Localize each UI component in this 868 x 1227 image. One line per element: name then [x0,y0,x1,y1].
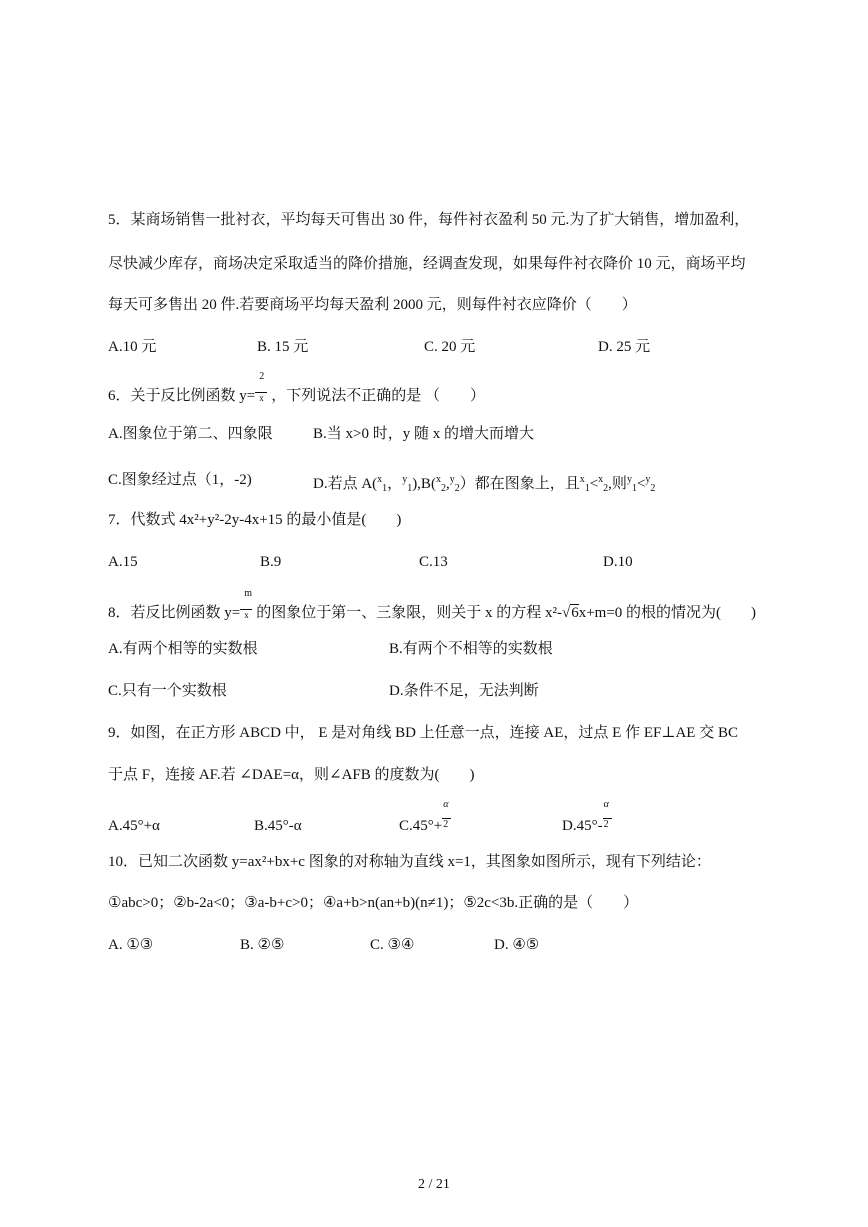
q5-option-b: B. 15 元 [257,339,309,355]
q9-option-d-text: D.45°- [562,818,603,834]
q9-option-c-text: C.45°+ [399,818,443,834]
q8-option-b: B.有两个不相等的实数根 [389,641,553,657]
page-number: 2 / 21 [418,1177,450,1192]
q6-stem [108,370,485,407]
q7-option-c: C.13 [419,554,448,570]
q6-d-y3: y [626,474,632,485]
q10-option-b: B. ②⑤ [240,937,285,953]
q8-stem [108,587,757,624]
q9-option-d [562,798,613,837]
q6-d-y4: y [645,474,651,485]
q6-d-sub-4: 2 [454,483,460,494]
q6-d-text-7: ,则 [608,476,627,492]
q8-frac-denominator: x [244,609,249,620]
q6-stem-suffix: ，下列说法不正确的是 （ ） [271,388,485,404]
q6-d-text-4: , [445,476,450,492]
q9-option-b: B.45°-α [254,818,302,834]
q6-d-y1: y [402,474,408,485]
q9-c-frac-num: α [443,798,449,810]
q6-option-a: A.图象位于第二、四象限 [108,426,273,442]
q6-option-b: B.当 x>0 时，y 随 x 的增大而增大 [313,426,534,442]
q8-fraction [240,587,256,624]
q7-stem: 7．代数式 4x²+y²-2y-4x+15 的最小值是( ) [108,512,402,528]
q6-d-x4: x [598,474,604,485]
q5-line-1: 5．某商场销售一批衬衣，平均每天可售出 30 件，每件衬衣盈利 50 元.为了扩大销售，增加盈利， [108,212,750,228]
q5-line-2: 尽快减少库存，商场决定采取适当的降价措施，经调查发现，如果每件衬衣降价 10 元，商场平均 [108,256,746,272]
q6-fraction [255,370,271,407]
q6-d-text-1: D.若点 A( [313,476,378,492]
q6-d-x3: x [579,474,585,485]
q6-d-sub-8: 2 [650,483,656,494]
q8-frac-numerator: m [244,587,252,599]
q9-line-2: 于点 F，连接 AF.若 ∠DAE=α，则∠AFB 的度数为( ) [108,767,475,783]
q9-d-fraction [603,798,613,837]
q8-stem-suffix: x+m=0 的根的情况为( ) [578,605,757,621]
q6-d-sub-2: 1 [407,483,413,494]
q6-d-sub-5: 1 [584,483,590,494]
q10-option-a: A. ①③ [108,937,154,953]
q10-option-d: D. ④⑤ [494,937,540,953]
q6-d-text-5: ）都在图象上，且 [459,476,580,492]
q9-d-frac-den: 2 [603,818,609,830]
q9-option-a: A.45°+α [108,818,160,834]
q6-d-sub-1: 1 [382,483,388,494]
q6-d-text-3: ),B( [412,476,436,492]
q5-option-a: A.10 元 [108,339,157,355]
q8-stem-prefix: 8．若反比例函数 y= [108,605,241,621]
q9-c-fraction [442,798,452,837]
q8-sqrt-value: 6 [571,605,579,621]
q9-line-1: 9．如图，在正方形 ABCD 中， E 是对角线 BD 上任意一点，连接 AE，过点 E 作 EF⊥AE 交 BC [108,725,738,741]
q5-option-d: D. 25 元 [598,339,651,355]
q6-d-sub-3: 2 [440,483,446,494]
q10-line-2: ①abc>0；②b-2a<0；③a-b+c>0；④a+b>n(an+b)(n≠1)；⑤2c<3b.正确的是（ ） [108,895,639,911]
q6-stem-prefix: 6．关于反比例函数 y= [108,388,256,404]
q6-d-text-8: < [636,476,646,492]
sqrt-symbol: √ [561,605,571,621]
q9-d-frac-num: α [603,798,609,810]
q7-option-d: D.10 [603,554,633,570]
q6-frac-numerator: 2 [259,370,265,382]
q7-option-a: A.15 [108,554,138,570]
q8-option-d: D.条件不足，无法判断 [389,683,539,699]
q9-option-c [399,798,452,837]
q7-option-b: B.9 [260,554,282,570]
q6-frac-denominator: x [259,392,264,403]
q5-option-c: C. 20 元 [424,339,476,355]
q8-option-a: A.有两个相等的实数根 [108,641,258,657]
q8-option-c: C.只有一个实数根 [108,683,227,699]
q6-option-c: C.图象经过点（1，-2) [108,472,252,488]
q6-d-text-6: < [589,476,599,492]
q6-option-d [313,470,655,499]
q9-c-frac-den: 2 [443,818,449,830]
q6-d-x1: x [377,474,383,485]
q6-d-sub-6: 2 [603,483,609,494]
q8-stem-mid: 的图象位于第一、三象限，则关于 x 的方程 x²- [256,605,562,621]
q6-d-y2: y [449,474,455,485]
q6-d-text-2: ， [387,476,403,492]
q10-line-1: 10．已知二次函数 y=ax²+bx+c 图象的对称轴为直线 x=1，其图象如图所示，现有下列结论： [108,854,711,870]
q6-d-x2: x [435,474,441,485]
q5-line-3: 每天可多售出 20 件.若要商场平均每天盈利 2000 元，则每件衬衣应降价（ ） [108,297,637,313]
q10-option-c: C. ③④ [370,937,415,953]
q6-d-sub-7: 1 [631,483,637,494]
